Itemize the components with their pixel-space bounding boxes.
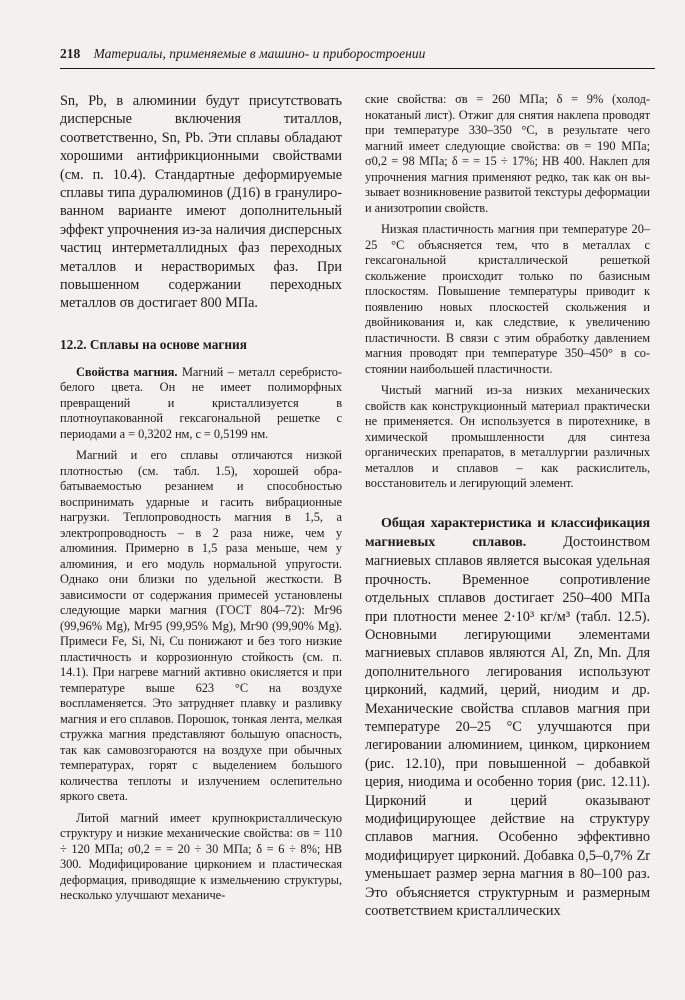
properties-paragraph (60, 365, 342, 443)
properties-text: Магний – металл серебристо-белого цвета. Он не имеет полиморфных превращений и кристаллизуется в плотноупакованной гексагональной решетке с периодами a = 0,3202 нм, c = 0,5199 нм. (60, 364, 343, 441)
intro-paragraph: Sn, Pb, в алюминии будут присутствовать дисперсные включения титаллов, соответственно, Sn, Pb. Эти сплавы обладают хорошими антифрикционными свойствами (см. п. 10.4). Стандартные деформируемые сплавы типа дуралюминов (Д16) в гранулированном варианте имеют дополнительный эффект упрочнения из-за наличия дисперсных частиц интерметаллидных фаз переходных металлов и нерастворимых фаз. При повышенном содержании переходных металлов σв достигает 800 МПа. (60, 93, 342, 312)
header-rule (60, 68, 655, 69)
applications-paragraph: Чистый магний из-за низких механических свойств как конструкционный материал практически не применяется. Он используется в пиротехнике, в химической промышленности для синтеза органических препаратов, в металлургии различных металлов и сплавов – как раскислитель, восстановитель и легирующий элемент. (365, 383, 650, 490)
plasticity-paragraph: Низкая пластичность магния при температуре 20–25 °C объясняется тем, что в металлах с гексагональной кристаллической решеткой скольжение происходит только по базисным плоскостям. Повышение температуры приводит к появлению новых плоскостей скольжения и двойникования и, как следствие, к увеличению пластичности. В связи с этим обработку давлением магния проводят при температуре 350–450° в состоянии наибольшей пластичности. (365, 222, 650, 376)
running-title: Материалы, применяемые в машино- и приборостроении (93, 46, 426, 61)
left-column (60, 92, 342, 904)
cast-magnesium-paragraph: Литой магний имеет крупнокристаллическую структуру и низкие механические свойства: σв = 110 ÷ 120 МПа; σ0,2 = = 20 ÷ 30 МПа; δ = 6 ÷ 8%; HB 300. Модифицирование цирконием и пластическая деформация, приводящие к измельчению структуры, несколько улучшают механиче- (60, 810, 342, 903)
mechanical-properties-paragraph: ские свойства: σв = 260 МПа; δ = 9% (холоднокатаный лист). Отжиг для снятия наклепа проводят при температуре 330–350 °C, в результате чего магний имеет следующие свойства: σв = 190 МПа; σ0,2 = 98 МПа; δ = = 15 ÷ 17%; HB 400. Наклеп для упрочнения магния применяют редко, так как он вызывает возникновение развитой текстуры деформации и анизотропии свойств. (365, 92, 650, 215)
section-heading: 12.2. Сплавы на основе магния (60, 336, 247, 352)
density-paragraph: Магний и его сплавы отличаются низкой плотностью (см. табл. 1.5), хорошей обрабатываемостью резанием и способностью воспринимать ударные и гасить вибрационные нагрузки. Теплопроводность магния в 1,5, а электропроводность – в 2 раза ниже, чем у алюминия. Примерно в 1,5 раза меньше, чем у алюминия, и его модуль нормальной упругости. Однако они близки по удельной жесткости. В зависимости от содержания примесей установлены следующие марки магния (ГОСТ 804–72): Мг96 (99,96% Mg), Мг95 (99,95% Mg), Мг90 (99,90% Mg). Примеси Fe, Si, Ni, Cu понижают и без того низкие пластичность и коррозионную стойкость (см. п. 14.1). При нагреве магний активно окисляется и при температуре выше 623 °C на воздухе воспламеняется. Это затрудняет плавку и разливку магния и его сплавов. Порошок, тонкая лента, мелкая стружка магния представляют большую опасность, так как самовозгораются на воздухе при обычных температурах, горят с выделением большого количества теплоты и излучением ослепительно яркого света. (60, 448, 342, 804)
right-column (365, 92, 650, 920)
properties-runin: Свойства магния. (76, 364, 178, 379)
classification-runin: Общая характеристика и классификация магниевых сплавов. (365, 515, 650, 550)
page-number: 218 (60, 46, 81, 61)
classification-text: Достоинством магниевых сплавов является высокая удельная прочность. Временное сопротивление отдельных сплавов достигает 250–400 МПа при плотности менее 2·10³ кг/м³ (табл. 12.5). Основными легирующими элементами магниевых сплавов являются Al, Zn, Mn. Для дополнительного легирования используют цирконий, кадмий, церий, ниодим и др. Механические свойства сплавов магния при температуре 20–25 °C улучшаются при легировании алюминием, цинком, цирконием (рис. 12.10), при повышенной – добавкой церия, ниодима и особенно тория (рис. 12.11). Цирконий и церий оказывают модифицирующее действие на структуру сплавов магния. Особенно эффективно модифицирует цирконий. Добавка 0,5–0,7% Zr уменьшает размер зерна магния в 80–100 раз. Это объясняется структурным и размерным соответствием кристаллических (365, 533, 650, 920)
classification-paragraph (365, 514, 650, 921)
running-header (60, 46, 650, 62)
